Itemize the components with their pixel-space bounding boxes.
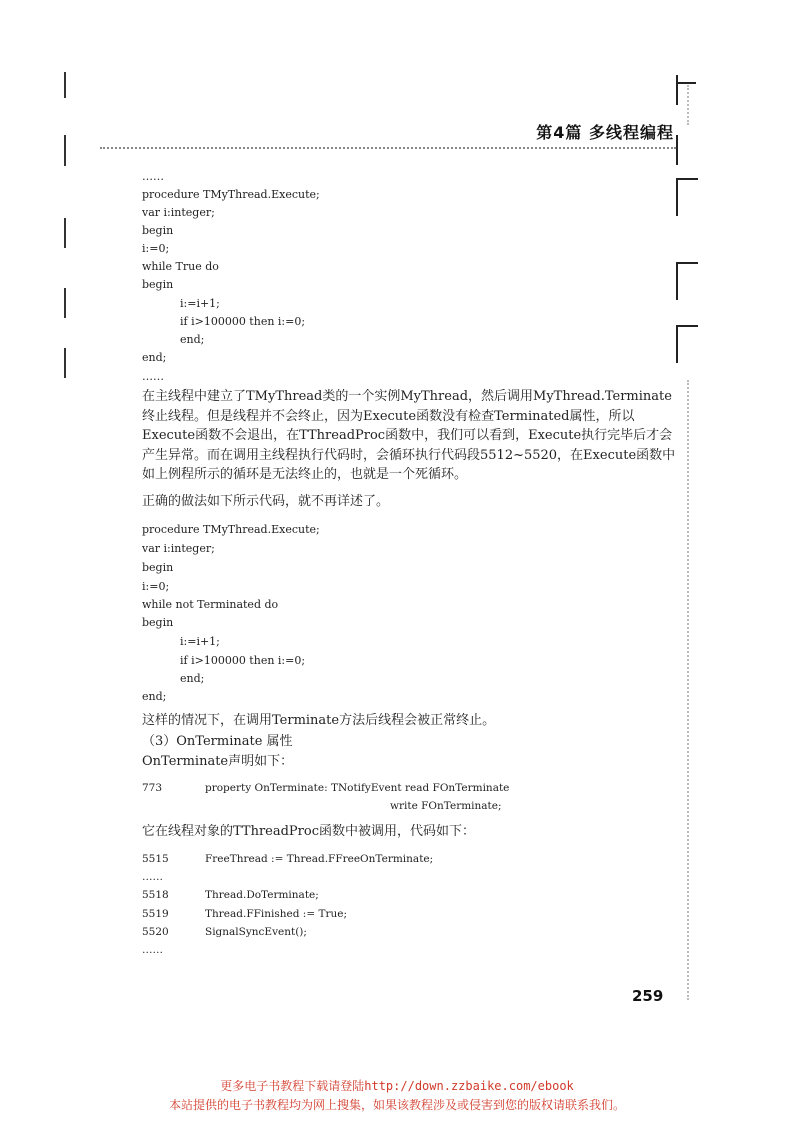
listing-line-number: 5520 — [142, 926, 169, 938]
listing-code: Thread.DoTerminate; — [205, 889, 319, 901]
footer-copyright-note: 本站提供的电子书教程均为网上搜集，如果该教程涉及或侵害到您的版权请联系我们。 — [168, 1098, 625, 1112]
listing-code: write FOnTerminate; — [390, 800, 502, 812]
code-line: i:=i+1; — [180, 297, 220, 310]
code-line: begin — [142, 224, 174, 237]
body-paragraph: OnTerminate声明如下： — [142, 754, 294, 769]
code-line: i:=0; — [142, 580, 170, 593]
body-paragraph: 在主线程中建立了TMyThread类的一个实例MyThread，然后调用MyThread.Terminate终止线程。但是线程并不会终止，因为Execute函数没有检查Terminated属性，所以Execute函数不会退出，在TThreadProc函数中，我们可以看到，Execute执行完毕后才会产生异常。而在调用主线程执行代码时，会循环执行代码段5512~5520，在Execute函数中如上例程所示的循环是无法终止的，也就是一个死循环。 — [142, 389, 676, 482]
right-tab-mark — [676, 82, 696, 84]
left-margin-bar — [64, 348, 66, 378]
left-margin-bar — [64, 218, 66, 248]
right-tab-mark — [676, 178, 678, 216]
code-line: while True do — [142, 260, 219, 273]
right-dots — [687, 85, 719, 125]
code-line: procedure TMyThread.Execute; — [142, 188, 320, 201]
listing-code: SignalSyncEvent(); — [205, 926, 307, 938]
code-line: if i>100000 then i:=0; — [180, 654, 306, 667]
chapter-title: 第4篇 多线程编程 — [536, 123, 674, 142]
code-line: end; — [142, 690, 167, 703]
code-line: procedure TMyThread.Execute; — [142, 523, 320, 536]
body-paragraph: 这样的情况下，在调用Terminate方法后线程会被正常终止。 — [142, 713, 496, 728]
listing-line-number: 5515 — [142, 853, 169, 865]
code-line: end; — [142, 351, 167, 364]
right-tab-mark — [676, 325, 698, 327]
body-paragraph: 正确的做法如下所示代码，就不再详述了。 — [142, 494, 390, 509]
code-line: end; — [180, 672, 205, 685]
footer-download-note — [0, 1077, 794, 1094]
right-dots — [687, 380, 719, 1000]
listing-code: Thread.FFinished := True; — [205, 908, 348, 920]
code-line: i:=i+1; — [180, 635, 220, 648]
code-line: begin — [142, 561, 174, 574]
footer-text: 更多电子书教程下载请登陆 — [220, 1079, 365, 1093]
code-line: var i:integer; — [142, 542, 215, 555]
right-tab-mark — [676, 135, 678, 165]
code-line: i:=0; — [142, 242, 170, 255]
code-line: if i>100000 then i:=0; — [180, 315, 306, 328]
listing-code: FreeThread := Thread.FFreeOnTerminate; — [205, 853, 434, 865]
right-tab-mark — [676, 75, 678, 105]
right-tab-mark — [676, 178, 698, 180]
footer-link[interactable]: http://down.zzbaike.com/ebook — [364, 1079, 574, 1093]
listing-line-number: 5518 — [142, 889, 169, 901]
code-line: …… — [142, 170, 164, 183]
code-line: begin — [142, 616, 174, 629]
left-margin-bar — [64, 288, 66, 318]
body-paragraph: 它在线程对象的TThreadProc函数中被调用，代码如下： — [142, 824, 476, 839]
left-margin-bar — [64, 72, 66, 98]
code-line: var i:integer; — [142, 206, 215, 219]
page-number: 259 — [632, 987, 664, 1005]
right-tab-mark — [676, 262, 698, 264]
left-margin-bar — [64, 135, 66, 166]
code-line: while not Terminated do — [142, 598, 279, 611]
code-line: begin — [142, 278, 174, 291]
header-rule — [100, 147, 676, 149]
listing-line-number: 773 — [142, 782, 163, 794]
listing-line-number: 5519 — [142, 908, 169, 920]
right-tab-mark — [676, 325, 678, 363]
right-tab-mark — [676, 262, 678, 300]
listing-code: property OnTerminate: TNotifyEvent read FOnTerminate — [205, 782, 510, 794]
code-line: end; — [180, 333, 205, 346]
section-heading: （3）OnTerminate 属性 — [142, 734, 293, 749]
code-line: …… — [142, 370, 164, 383]
listing-line-number: …… — [142, 871, 163, 883]
listing-line-number: …… — [142, 944, 163, 956]
